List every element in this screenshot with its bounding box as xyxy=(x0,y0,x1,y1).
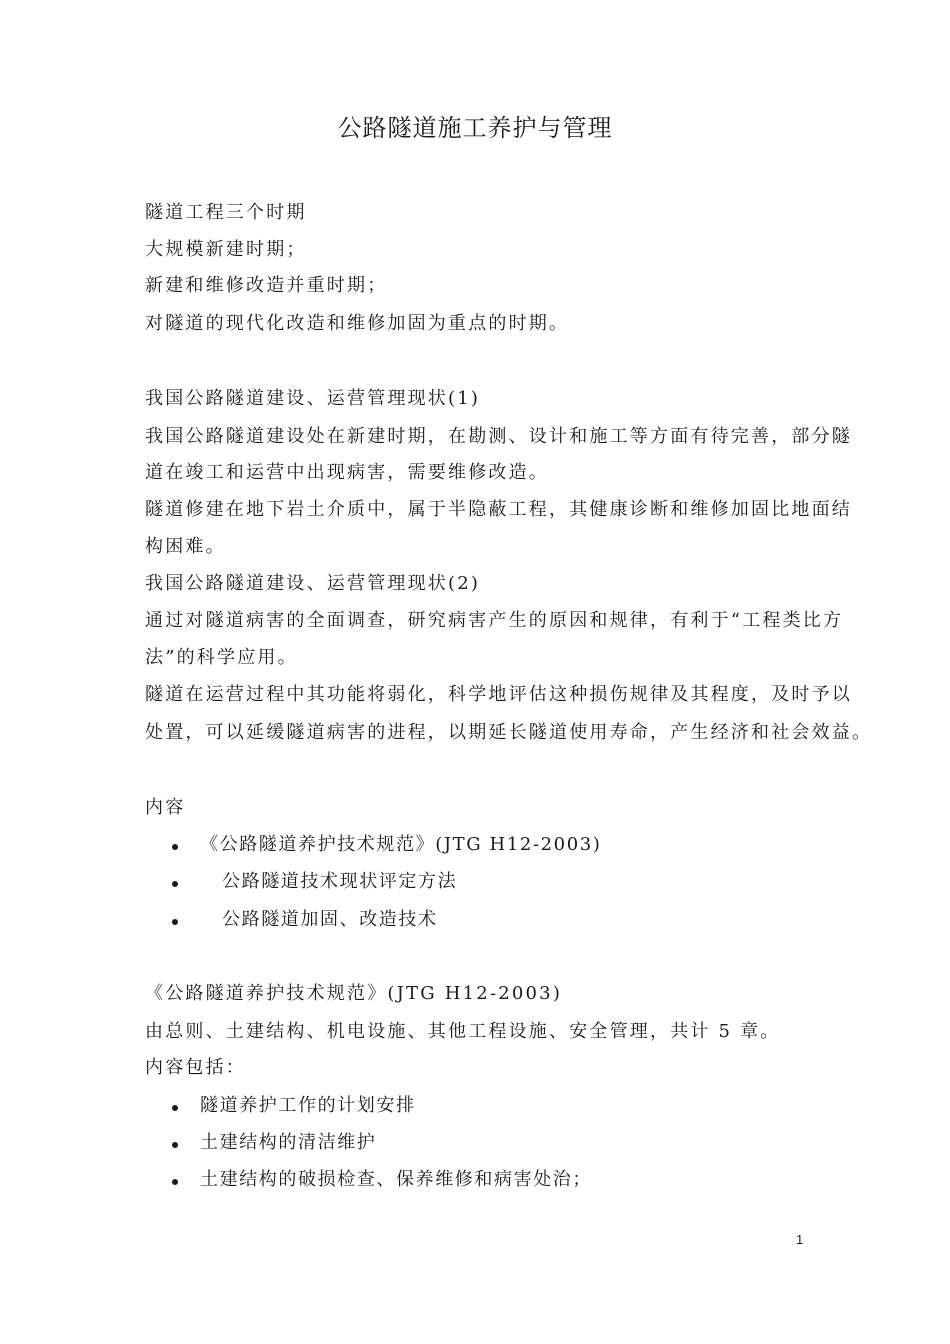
status1-paragraph-line: 隧道修建在地下岩土介质中，属于半隐蔽工程，其健康诊断和维修加固比地面结 xyxy=(145,499,852,520)
status1-paragraph-line: 构困难。 xyxy=(145,536,226,557)
status2-paragraph-line: 法”的科学应用。 xyxy=(145,647,298,668)
status2-paragraph-line: 隧道在运营过程中其功能将弱化，科学地评估这种损伤规律及其程度，及时予以 xyxy=(145,684,852,705)
period-item: 新建和维修改造并重时期； xyxy=(145,275,388,296)
bullet-icon xyxy=(172,844,178,850)
status2-paragraph-line: 通过对隧道病害的全面调查，研究病害产生的原因和规律，有利于“工程类比方 xyxy=(145,610,844,631)
status1-paragraph-line: 道在竣工和运营中出现病害，需要维修改造。 xyxy=(145,462,549,483)
list-item-text: 《公路隧道养护技术规范》(JTG H12-2003) xyxy=(200,834,602,855)
period-item: 对隧道的现代化改造和维修加固为重点的时期。 xyxy=(145,313,570,334)
bullet-icon xyxy=(172,1105,178,1111)
bullet-icon xyxy=(172,1179,178,1185)
spec-description: 内容包括： xyxy=(145,1057,246,1078)
bullet-icon xyxy=(172,919,178,925)
contents-heading: 内容 xyxy=(145,797,186,818)
bullet-icon xyxy=(172,1142,178,1148)
list-item-text: 公路隧道加固、改造技术 xyxy=(222,909,438,930)
spec-description: 由总则、土建结构、机电设施、其他工程设施、安全管理，共计 5 章。 xyxy=(145,1021,781,1042)
status2-paragraph-line: 处置，可以延缓隧道病害的进程，以期延长隧道使用寿命，产生经济和社会效益。 xyxy=(145,722,873,743)
status1-heading: 我国公路隧道建设、运营管理现状(1) xyxy=(145,388,481,409)
page-number: 1 xyxy=(796,1232,804,1247)
document-title: 公路隧道施工养护与管理 xyxy=(337,114,613,142)
list-item-text: 隧道养护工作的计划安排 xyxy=(200,1095,416,1116)
period-item: 大规模新建时期； xyxy=(145,239,307,260)
status2-heading: 我国公路隧道建设、运营管理现状(2) xyxy=(145,573,481,594)
list-item-text: 公路隧道技术现状评定方法 xyxy=(222,871,458,892)
list-item-text: 土建结构的破损检查、保养维修和病害处治； xyxy=(200,1169,592,1190)
list-item-text: 土建结构的清洁维护 xyxy=(200,1132,377,1153)
periods-heading: 隧道工程三个时期 xyxy=(145,202,307,223)
status1-paragraph-line: 我国公路隧道建设处在新建时期，在勘测、设计和施工等方面有待完善，部分隧 xyxy=(145,426,852,447)
bullet-icon xyxy=(172,881,178,887)
spec-heading: 《公路隧道养护技术规范》(JTG H12-2003) xyxy=(145,983,563,1004)
